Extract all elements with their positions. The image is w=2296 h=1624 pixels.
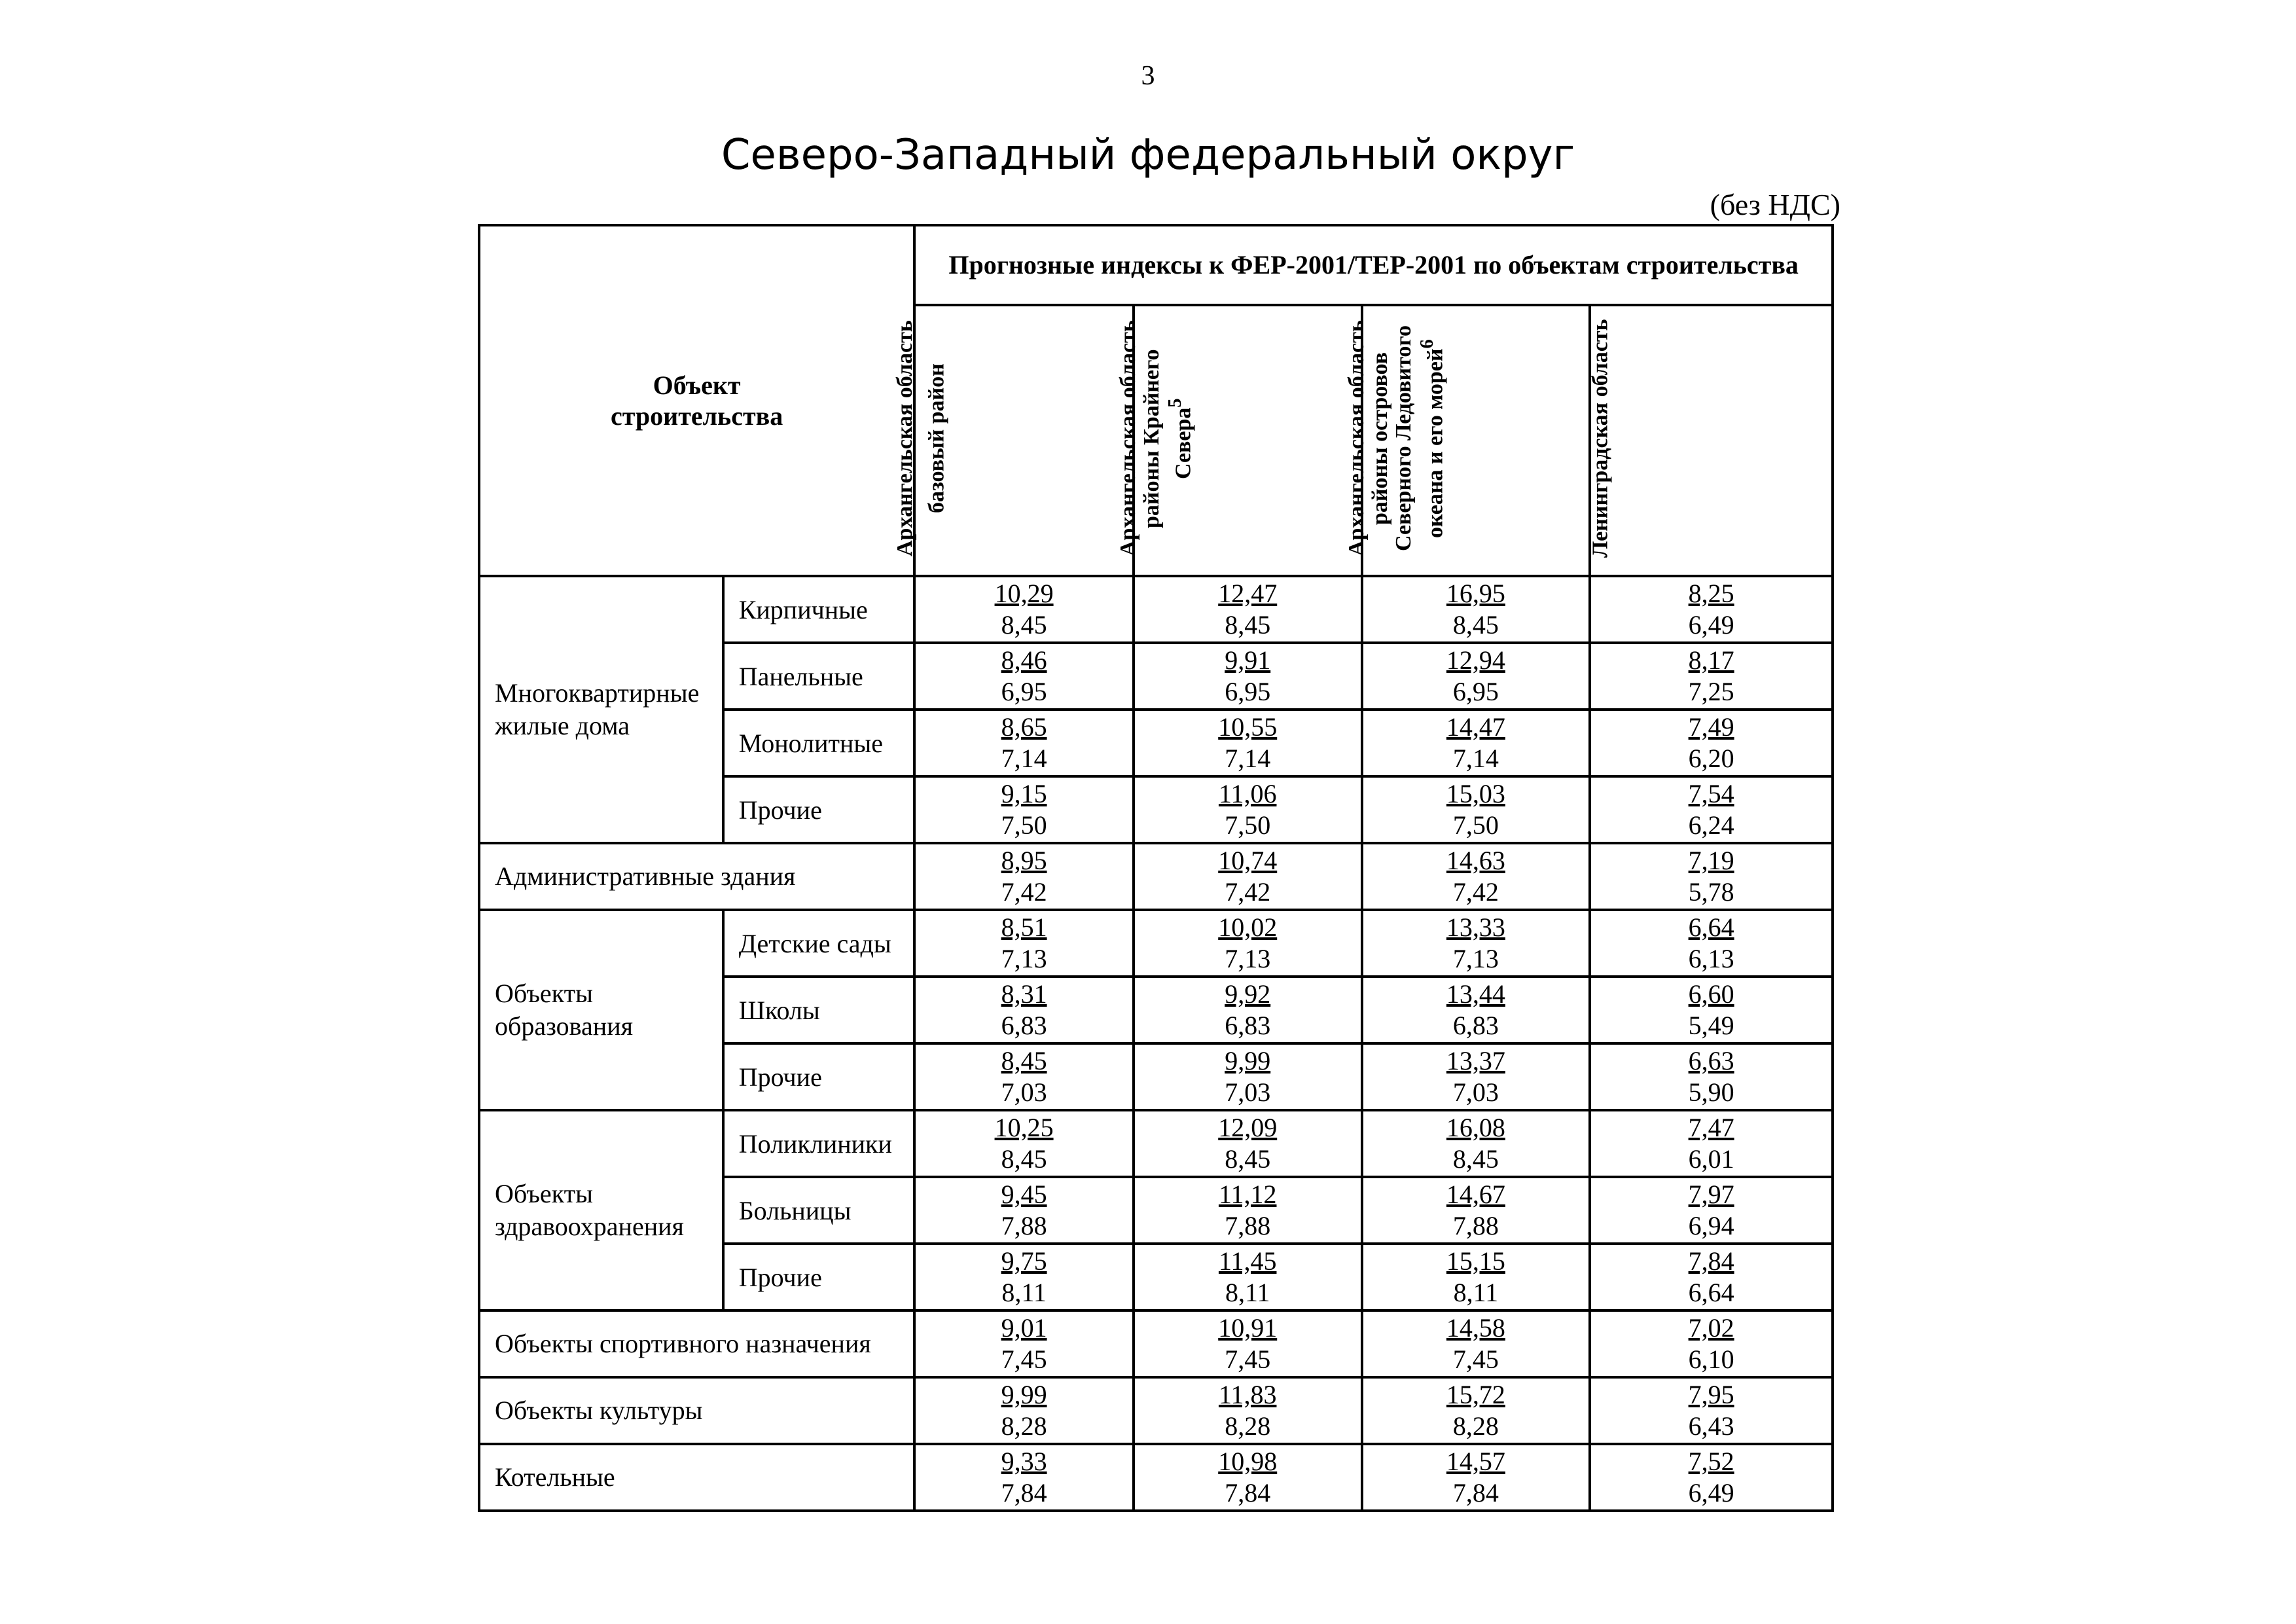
index-value-cell [914, 1043, 1134, 1110]
index-value-bottom: 8,11 [1453, 1278, 1499, 1307]
column-header-footnote: 5 [1165, 398, 1186, 408]
index-value-bottom: 6,49 [1688, 610, 1734, 640]
index-value-cell [1134, 576, 1362, 643]
index-table [478, 224, 1834, 1512]
index-value-bottom: 6,64 [1688, 1278, 1734, 1307]
subcategory-cell: Прочие [723, 1043, 915, 1110]
vat-note: (без НДС) [1710, 188, 1840, 221]
index-value-cell [914, 1177, 1134, 1244]
header-group-title: Прогнозные индексы к ФЕР-2001/ТЕР-2001 по объектам строительства [914, 225, 1833, 305]
index-value-top: 10,02 [1218, 912, 1278, 942]
subcategory-cell: Детские сады [723, 910, 915, 977]
index-value-top: 6,64 [1688, 912, 1734, 942]
table-row [479, 910, 1833, 977]
table-row [479, 1310, 1833, 1377]
index-value-top: 7,47 [1688, 1113, 1734, 1142]
index-value-cell [1590, 1244, 1833, 1310]
table-row [479, 576, 1833, 643]
column-header-text: Архангельская область районы островов Северного Ледовитого океана и его морей [1344, 320, 1448, 557]
index-value-cell [914, 910, 1134, 977]
index-value-bottom: 8,28 [1452, 1411, 1499, 1441]
index-value-cell [1134, 1310, 1362, 1377]
index-value-top: 14,58 [1446, 1313, 1505, 1343]
index-value-bottom: 7,50 [1001, 810, 1047, 840]
index-value-top: 6,60 [1688, 979, 1734, 1009]
index-value-top: 13,33 [1446, 912, 1505, 942]
index-value-bottom: 6,94 [1688, 1211, 1734, 1240]
index-value-top: 10,91 [1218, 1313, 1278, 1343]
index-value-top: 12,47 [1218, 579, 1278, 608]
subcategory-cell: Поликлиники [723, 1110, 915, 1177]
index-value-cell [1362, 977, 1590, 1043]
table-row [479, 1110, 1833, 1177]
index-value-cell [1362, 1177, 1590, 1244]
index-value-top: 9,45 [1001, 1180, 1047, 1209]
category-cell: Многоквартирные жилые дома [479, 576, 723, 843]
subcategory-cell: Кирпичные [723, 576, 915, 643]
category-cell: Объекты здравоохранения [479, 1110, 723, 1310]
index-value-bottom: 8,45 [1452, 610, 1499, 640]
index-value-top: 7,84 [1688, 1246, 1734, 1276]
index-value-top: 9,15 [1001, 779, 1047, 808]
index-value-bottom: 7,84 [1001, 1478, 1047, 1507]
index-value-top: 16,08 [1446, 1113, 1505, 1142]
index-value-top: 8,51 [1001, 912, 1047, 942]
index-value-bottom: 8,45 [1001, 1144, 1047, 1174]
index-value-cell [1134, 776, 1362, 843]
index-value-cell [1590, 1043, 1833, 1110]
column-header [1344, 305, 1590, 576]
column-header [892, 305, 1134, 576]
index-value-cell [914, 1110, 1134, 1177]
index-value-cell [1590, 1444, 1833, 1511]
index-value-bottom: 7,13 [1001, 944, 1047, 973]
index-value-cell [1362, 1110, 1590, 1177]
table-row [479, 843, 1833, 910]
index-value-top: 9,01 [1001, 1313, 1047, 1343]
index-value-top: 9,99 [1001, 1380, 1047, 1409]
document-title: Северо-Западный федеральный округ [721, 131, 1575, 179]
category-cell: Объекты образования [479, 910, 723, 1110]
index-value-bottom: 5,90 [1688, 1077, 1734, 1107]
index-value-cell [1134, 1444, 1362, 1511]
index-value-cell [1362, 910, 1590, 977]
index-value-top: 14,47 [1446, 712, 1505, 742]
index-value-bottom: 8,11 [1225, 1278, 1270, 1307]
subcategory-cell: Прочие [723, 1244, 915, 1310]
index-value-bottom: 7,45 [1001, 1344, 1047, 1374]
index-value-bottom: 6,49 [1688, 1478, 1734, 1507]
index-value-cell [1590, 710, 1833, 776]
index-value-cell [1362, 710, 1590, 776]
index-value-cell [1590, 776, 1833, 843]
index-value-cell [1590, 643, 1833, 710]
index-value-bottom: 7,45 [1225, 1344, 1271, 1374]
index-value-bottom: 7,14 [1452, 744, 1499, 773]
index-value-cell [1134, 1244, 1362, 1310]
index-value-top: 12,09 [1218, 1113, 1278, 1142]
index-value-cell [914, 643, 1134, 710]
index-value-bottom: 8,45 [1452, 1144, 1499, 1174]
index-value-bottom: 7,84 [1452, 1478, 1499, 1507]
index-value-bottom: 7,25 [1688, 677, 1734, 706]
index-value-top: 8,31 [1001, 979, 1047, 1009]
index-value-top: 11,12 [1218, 1180, 1277, 1209]
index-value-top: 7,52 [1688, 1447, 1734, 1476]
index-value-bottom: 7,03 [1452, 1077, 1499, 1107]
category-cell: Административные здания [479, 843, 914, 910]
index-value-cell [914, 977, 1134, 1043]
index-value-top: 10,25 [994, 1113, 1054, 1142]
index-value-bottom: 7,50 [1452, 810, 1499, 840]
index-value-cell [914, 710, 1134, 776]
index-value-bottom: 7,42 [1452, 877, 1499, 907]
subcategory-cell: Монолитные [723, 710, 915, 776]
index-value-cell [1134, 977, 1362, 1043]
index-value-top: 11,83 [1218, 1380, 1277, 1409]
subcategory-cell: Прочие [723, 776, 915, 843]
index-value-cell [1134, 1110, 1362, 1177]
column-header-footnote: 6 [1416, 339, 1437, 349]
index-value-bottom: 8,45 [1225, 610, 1271, 640]
index-value-bottom: 7,13 [1225, 944, 1271, 973]
index-value-bottom: 7,42 [1001, 877, 1047, 907]
index-value-top: 7,19 [1688, 846, 1734, 875]
index-value-bottom: 7,42 [1225, 877, 1271, 907]
index-value-bottom: 7,50 [1225, 810, 1271, 840]
index-value-cell [1134, 843, 1362, 910]
index-value-top: 15,72 [1446, 1380, 1505, 1409]
index-value-cell [1590, 576, 1833, 643]
index-value-top: 8,65 [1001, 712, 1047, 742]
index-value-cell [914, 576, 1134, 643]
index-value-bottom: 6,24 [1688, 810, 1734, 840]
header-object-line2: строительства [611, 401, 783, 431]
index-value-bottom: 6,95 [1452, 677, 1499, 706]
index-value-bottom: 8,45 [1225, 1144, 1271, 1174]
index-value-bottom: 8,11 [1001, 1278, 1047, 1307]
index-value-bottom: 7,13 [1452, 944, 1499, 973]
index-value-top: 10,98 [1218, 1447, 1278, 1476]
index-value-cell [1362, 643, 1590, 710]
index-value-bottom: 7,03 [1001, 1077, 1047, 1107]
index-value-top: 16,95 [1446, 579, 1505, 608]
index-value-bottom: 7,88 [1001, 1211, 1047, 1240]
index-value-bottom: 6,20 [1688, 744, 1734, 773]
index-value-cell [1362, 1043, 1590, 1110]
index-value-cell [1134, 1043, 1362, 1110]
index-value-cell [1590, 910, 1833, 977]
index-value-top: 8,25 [1688, 579, 1734, 608]
index-value-cell [1362, 1244, 1590, 1310]
index-value-cell [914, 1244, 1134, 1310]
index-value-top: 13,37 [1446, 1046, 1505, 1075]
subcategory-cell: Школы [723, 977, 915, 1043]
column-header-text: Архангельская область базовый район [892, 320, 948, 557]
index-value-cell [1590, 1177, 1833, 1244]
category-cell: Объекты спортивного назначения [479, 1310, 914, 1377]
index-value-cell [914, 776, 1134, 843]
index-value-cell [1590, 1310, 1833, 1377]
index-value-top: 6,63 [1688, 1046, 1734, 1075]
index-value-cell [914, 1310, 1134, 1377]
index-value-top: 7,54 [1688, 779, 1734, 808]
index-value-top: 9,92 [1225, 979, 1271, 1009]
index-value-top: 12,94 [1446, 645, 1505, 675]
table-body [479, 576, 1833, 1511]
index-value-bottom: 5,49 [1688, 1011, 1734, 1040]
index-value-top: 15,03 [1446, 779, 1505, 808]
index-value-bottom: 7,45 [1452, 1344, 1499, 1374]
index-value-cell [1134, 910, 1362, 977]
index-value-top: 9,99 [1225, 1046, 1271, 1075]
index-value-top: 7,95 [1688, 1380, 1734, 1409]
index-value-cell [1134, 1177, 1362, 1244]
index-value-cell [914, 1444, 1134, 1511]
index-value-bottom: 8,45 [1001, 610, 1047, 640]
column-header [1116, 305, 1362, 576]
index-value-cell [1134, 643, 1362, 710]
index-value-top: 8,95 [1001, 846, 1047, 875]
index-value-top: 10,29 [994, 579, 1054, 608]
subcategory-cell: Панельные [723, 643, 915, 710]
index-value-top: 11,06 [1218, 779, 1277, 808]
column-header-text: Архангельская область районы Крайнего Севера [1116, 320, 1196, 557]
index-value-cell [1362, 1377, 1590, 1444]
index-value-bottom: 8,28 [1001, 1411, 1047, 1441]
index-value-top: 7,02 [1688, 1313, 1734, 1343]
index-value-top: 15,15 [1446, 1246, 1505, 1276]
index-value-top: 8,45 [1001, 1046, 1047, 1075]
index-value-bottom: 7,88 [1225, 1211, 1271, 1240]
index-value-cell [1590, 977, 1833, 1043]
index-value-top: 8,17 [1688, 645, 1734, 675]
index-value-cell [1362, 1444, 1590, 1511]
index-value-top: 13,44 [1446, 979, 1505, 1009]
index-value-top: 9,91 [1225, 645, 1271, 675]
index-value-bottom: 6,83 [1452, 1011, 1499, 1040]
index-value-bottom: 6,83 [1225, 1011, 1271, 1040]
index-value-bottom: 6,95 [1001, 677, 1047, 706]
index-value-bottom: 5,78 [1688, 877, 1734, 907]
category-cell: Котельные [479, 1444, 914, 1511]
index-value-bottom: 6,01 [1688, 1144, 1734, 1174]
index-value-cell [1590, 1377, 1833, 1444]
index-value-top: 14,63 [1446, 846, 1505, 875]
index-value-cell [1590, 1110, 1833, 1177]
column-header [1587, 305, 1833, 576]
index-value-cell [1362, 576, 1590, 643]
index-value-top: 10,74 [1218, 846, 1278, 875]
index-value-bottom: 7,14 [1225, 744, 1271, 773]
index-value-bottom: 8,28 [1225, 1411, 1271, 1441]
index-value-bottom: 6,95 [1225, 677, 1271, 706]
index-value-top: 14,57 [1446, 1447, 1505, 1476]
index-value-cell [1362, 776, 1590, 843]
index-value-bottom: 7,88 [1452, 1211, 1499, 1240]
index-value-top: 8,46 [1001, 645, 1047, 675]
index-value-cell [1134, 710, 1362, 776]
index-value-bottom: 7,03 [1225, 1077, 1271, 1107]
index-value-bottom: 6,10 [1688, 1344, 1734, 1374]
index-value-cell [1134, 1377, 1362, 1444]
index-value-top: 9,33 [1001, 1447, 1047, 1476]
index-value-bottom: 7,14 [1001, 744, 1047, 773]
category-cell: Объекты культуры [479, 1377, 914, 1444]
index-value-bottom: 7,84 [1225, 1478, 1271, 1507]
table-row [479, 1444, 1833, 1511]
table-row [479, 1377, 1833, 1444]
index-value-bottom: 6,13 [1688, 944, 1734, 973]
page-number: 3 [1141, 61, 1155, 91]
index-value-top: 14,67 [1446, 1180, 1505, 1209]
index-value-cell [914, 1377, 1134, 1444]
index-value-cell [1590, 843, 1833, 910]
header-object-line1: Объект [653, 370, 741, 400]
index-value-top: 9,75 [1001, 1246, 1047, 1276]
index-value-top: 7,49 [1688, 712, 1734, 742]
index-value-top: 10,55 [1218, 712, 1278, 742]
header-object-cell [479, 225, 914, 576]
column-header-text: Ленинградская область [1587, 319, 1612, 558]
index-value-cell [914, 843, 1134, 910]
index-value-bottom: 6,43 [1688, 1411, 1734, 1441]
subcategory-cell: Больницы [723, 1177, 915, 1244]
index-value-top: 11,45 [1218, 1246, 1277, 1276]
index-value-top: 7,97 [1688, 1180, 1734, 1209]
index-value-bottom: 6,83 [1001, 1011, 1047, 1040]
index-value-cell [1362, 1310, 1590, 1377]
index-value-cell [1362, 843, 1590, 910]
